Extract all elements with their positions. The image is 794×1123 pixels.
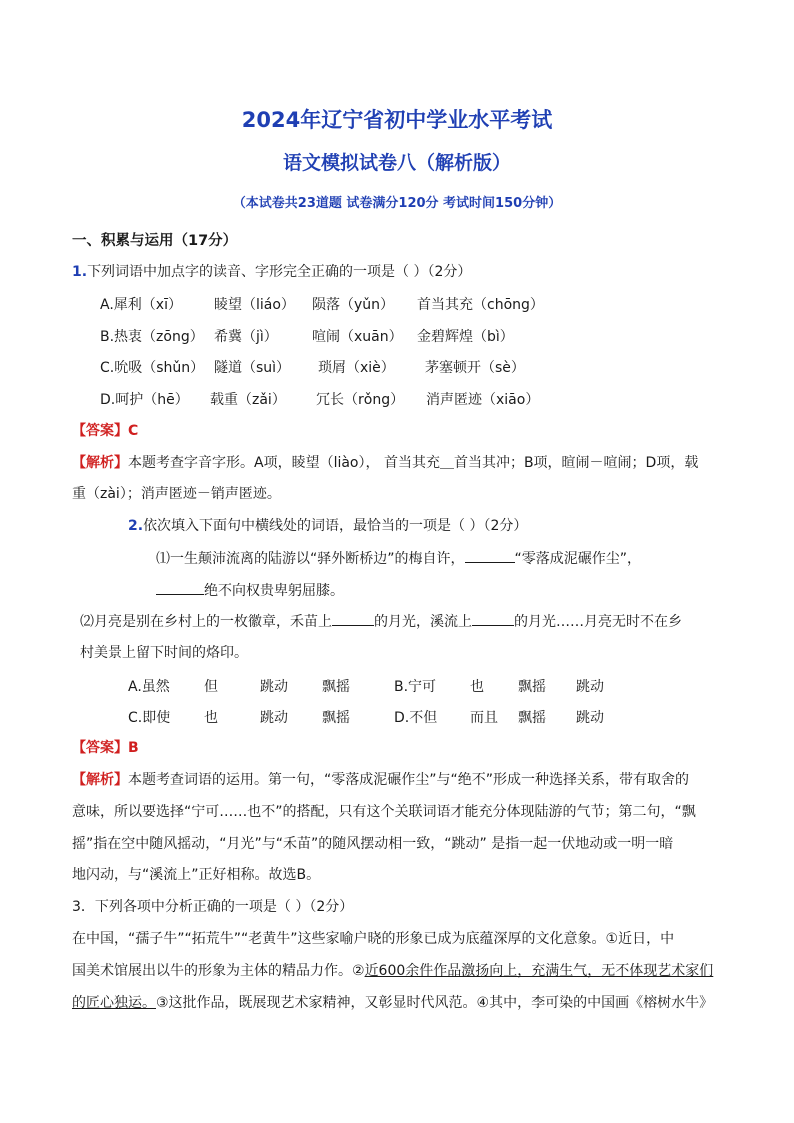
q1-option-d-3: 冗长（rǒng） (316, 392, 405, 408)
q2-option-c-2: 也 (204, 710, 218, 726)
q2-s2-part-c: 的月光……月亮无时不在乡 (514, 614, 682, 630)
q1-option-c-2: 隧道（suì） (214, 360, 291, 376)
q1-option-a-2: 睖望（liáo） (214, 297, 295, 313)
exam-subtitle: 语文模拟试卷八（解析版） (282, 152, 511, 174)
analysis-tag: 【解析】 (72, 772, 128, 788)
q1-option-c-3: 琐屑（xiè） (318, 360, 395, 376)
q1-answer (72, 421, 138, 441)
q2-option-d-2: 而且 (470, 710, 498, 726)
q3-passage-text: 国美术馆展出以牛的形象为主体的精品力作。② (72, 963, 365, 979)
answer-value: B (128, 740, 139, 756)
q3-passage-line-2 (72, 961, 713, 981)
q2-option-c-4: 飘摇 (322, 710, 350, 726)
q1-option-a-3: 陨落（yǔn） (312, 297, 395, 313)
question-2-text: 依次填入下面句中横线处的词语，最恰当的一项是（ ）（2分） (143, 518, 528, 534)
q3-passage-line-3 (72, 993, 713, 1013)
question-1-stem (72, 262, 471, 282)
q2-option-b: B.宁可 (394, 679, 437, 695)
q2-option-d-3: 飘摇 (518, 710, 546, 726)
q2-s2-part-b: 的月光，溪流上 (374, 614, 472, 630)
q2-option-a-2: 但 (204, 679, 218, 695)
q2-option-d-4: 跳动 (576, 710, 604, 726)
q1-option-c-4: 茅塞顿开（sè） (425, 360, 525, 376)
q2-s1-part-c: 绝不向权贵卑躬屈膝。 (204, 583, 344, 599)
exam-info: （本试卷共23道题 试卷满分120分 考试时间150分钟） (232, 196, 562, 211)
answer-value: C (128, 423, 139, 439)
q2-option-d: D.不但 (394, 710, 438, 726)
q3-passage-text: ③这批作品，既展现艺术家精神，又彰显时代风范。④其中，李可染的中国画《榕树水牛》 (156, 995, 714, 1011)
q2-sentence-2 (80, 611, 682, 632)
analysis-tag: 【解析】 (72, 455, 128, 471)
q3-passage-line-1: 在中国，“孺子牛”“拓荒牛”“老黄牛”这些家喻户晓的形象已成为底蕴深厚的文化意象。①近日，中 (72, 931, 675, 947)
fill-blank (465, 548, 515, 563)
q1-option-b-2: 希冀（jì） (214, 329, 278, 345)
q1-option-b-1: B.热衷（zōng） (100, 329, 204, 345)
q1-option-d-2: 载重（zǎi） (210, 392, 286, 408)
q2-option-b-4: 跳动 (576, 679, 604, 695)
analysis-text: 本题考查字音字形。A项，睖望（liào）， 首当其充＿首当其冲；B项，暄闹－喧闹；D项，载 (128, 455, 699, 471)
q2-analysis-line-4: 地闪动，与“溪流上”正好相称。故选B。 (72, 867, 321, 883)
fill-blank (472, 611, 514, 626)
q1-option-c-1: C.吮吸（shǔn） (100, 360, 205, 376)
fill-blank (156, 580, 204, 595)
q2-option-b-2: 也 (470, 679, 484, 695)
answer-tag: 【答案】 (72, 423, 128, 439)
q2-option-c-3: 跳动 (260, 710, 288, 726)
q2-answer (72, 738, 139, 758)
q2-s2-part-a: ⑵月亮是别在乡村上的一枚徽章，禾苗上 (80, 614, 332, 630)
question-2-number: 2. (128, 518, 144, 534)
q1-option-d-4: 消声匿迹（xiāo） (426, 392, 540, 408)
fill-blank (332, 611, 374, 626)
question-3-stem: 3．下列各项中分析正确的一项是（ ）（2分） (72, 899, 354, 915)
q2-sentence-1 (156, 548, 641, 569)
q2-analysis-line-1 (72, 770, 689, 790)
answer-tag: 【答案】 (72, 740, 128, 756)
section-heading: 一、积累与运用（17分） (72, 233, 238, 249)
q2-option-a-3: 跳动 (260, 679, 288, 695)
q2-option-b-3: 飘摇 (518, 679, 546, 695)
q1-option-b-4: 金碧辉煌（bì） (417, 329, 514, 345)
question-1-number: 1. (72, 264, 88, 280)
q1-analysis-line-1 (72, 453, 698, 473)
q2-option-c: C.即使 (128, 710, 171, 726)
question-1-text: 下列词语中加点字的读音、字形完全正确的一项是（ ）（2分） (87, 264, 472, 280)
q2-analysis-line-3: 摇”指在空中随风摇动，“月光”与“禾苗”的随风摆动相一致，“跳动” 是指一起一伏地动或一明一暗 (72, 836, 674, 852)
q2-s1-part-a: ⑴一生颠沛流离的陆游以“驿外断桥边”的梅自许， (156, 551, 465, 567)
q1-option-b-3: 喧闹（xuān） (312, 329, 403, 345)
q2-s1-part-b: “零落成泥碾作尘”， (514, 551, 642, 567)
q2-analysis-line-2: 意味，所以要选择“宁可……也不”的搭配，只有这个关联词语才能充分体现陆游的气节；第二句，“飘 (72, 804, 696, 820)
exam-title: 2024年辽宁省初中学业水平考试 (241, 108, 553, 132)
q2-sentence-2-cont: 村美景上留下时间的烙印。 (80, 645, 248, 661)
analysis-text: 本题考查词语的运用。第一句，“零落成泥碾作尘”与“绝不”形成一种选择关系，带有取舍的 (128, 772, 690, 788)
q1-option-a-4: 首当其充（chōng） (417, 297, 544, 313)
q1-option-a-1: A.犀利（xī） (100, 297, 182, 313)
q2-option-a-4: 飘摇 (322, 679, 350, 695)
q1-option-d-1: D.呵护（hē） (100, 392, 189, 408)
q2-option-a: A.虽然 (128, 679, 170, 695)
q3-underlined-sentence: 近600余件作品激扬向上，充满生气，无不体现艺术家们 (364, 963, 714, 979)
question-2-stem (128, 516, 527, 536)
q3-underlined-sentence-end: 的匠心独运。 (72, 995, 156, 1011)
q2-sentence-1-cont (156, 580, 344, 601)
q1-analysis-line-2: 重（zài）；消声匿迹－销声匿迹。 (72, 486, 281, 502)
